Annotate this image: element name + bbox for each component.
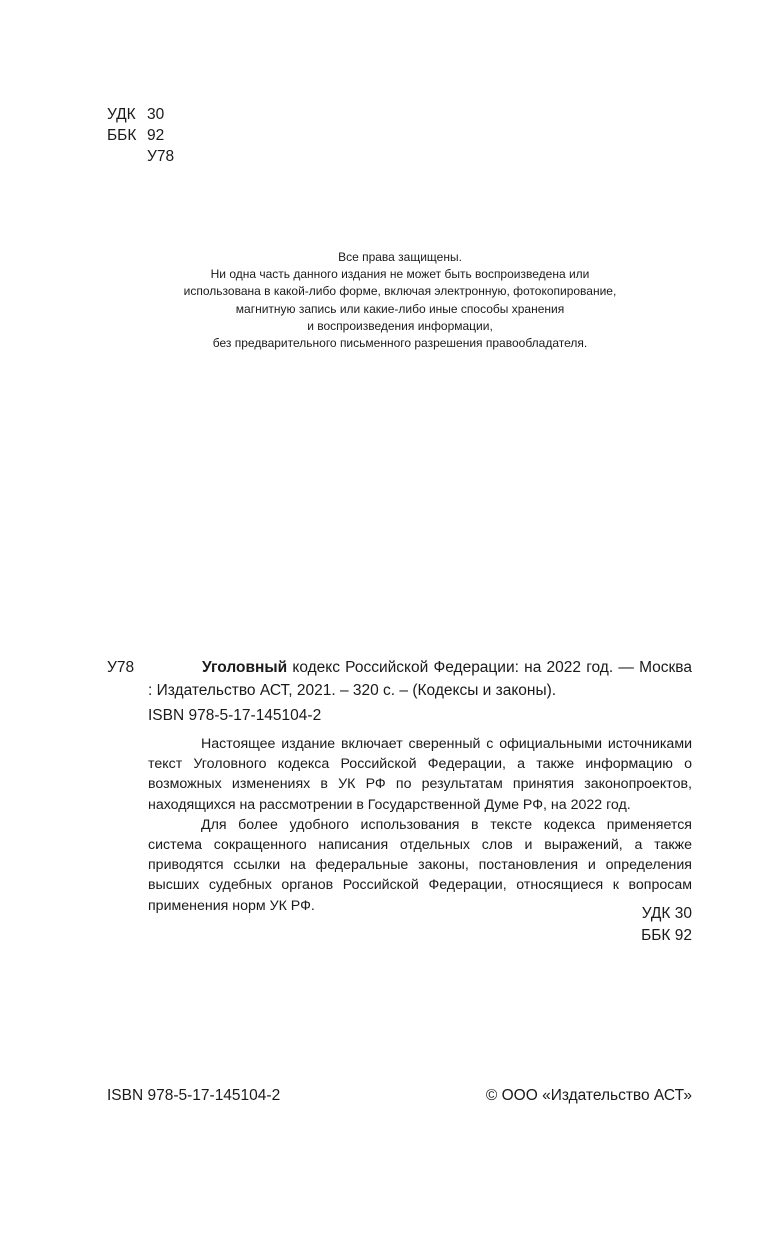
udk-label: УДК [107, 106, 136, 123]
annotation-paragraph-2: Для более удобного использования в тексте кодекса применяется система сокращенного написания отдельных слов и выражений, а также приводятся ссылки на федеральные законы, постановления и определения высших судебных органов Российской Федерации, относящиеся к вопросам применения норм УК РФ. [148, 816, 692, 914]
udk-value: 30 [147, 106, 165, 123]
classification-right [641, 903, 692, 947]
biblio-author-sign: У78 [107, 659, 135, 676]
rights-line: Все права защищены. [338, 250, 462, 264]
annotation [148, 734, 692, 916]
rights-notice [100, 249, 700, 352]
rights-line: использована в какой-либо форме, включая электронную, фотокопирование, [183, 284, 617, 299]
bbk-label: ББК [107, 127, 137, 144]
rights-line: Ни одна часть данного издания не может быть воспроизведена или [210, 267, 590, 282]
udk-right: УДК 30 [641, 905, 692, 922]
author-sign: У78 [147, 148, 175, 165]
bbk-row [107, 125, 174, 146]
rights-line: магнитную запись или какие-либо иные способы хранения [235, 301, 565, 316]
title-rest: кодекс Российской Федерации: на 2022 год. — Москва : Издательство АСТ, 2021. – 320 с. – (Кодексы и законы). [148, 659, 692, 699]
bbk-right: ББК 92 [641, 927, 692, 944]
biblio-description [107, 656, 692, 702]
bibliographic-record [107, 656, 692, 727]
biblio-isbn: ISBN 978-5-17-145104-2 [148, 707, 322, 724]
annotation-paragraph-1: Настоящее издание включает сверенный с официальными источниками текст Уголовного кодекса Российской Федерации, а также информацию о возможных изменениях в УК РФ по результатам принятия законопроектов, находящихся на рассмотрении в Государственной Думе РФ, на 2022 год. [148, 736, 692, 813]
udk-row [107, 104, 174, 125]
rights-line: без предварительного письменного разрешения правообладателя. [212, 336, 588, 351]
footer-isbn: ISBN 978-5-17-145104-2 [107, 1087, 281, 1104]
classification-codes [107, 104, 174, 167]
title-bold: Уголовный [202, 659, 288, 676]
rights-line: и воспроизведения информации, [307, 318, 493, 333]
footer-copyright: © ООО «Издательство АСТ» [485, 1087, 692, 1104]
bbk-value: 92 [147, 127, 165, 144]
